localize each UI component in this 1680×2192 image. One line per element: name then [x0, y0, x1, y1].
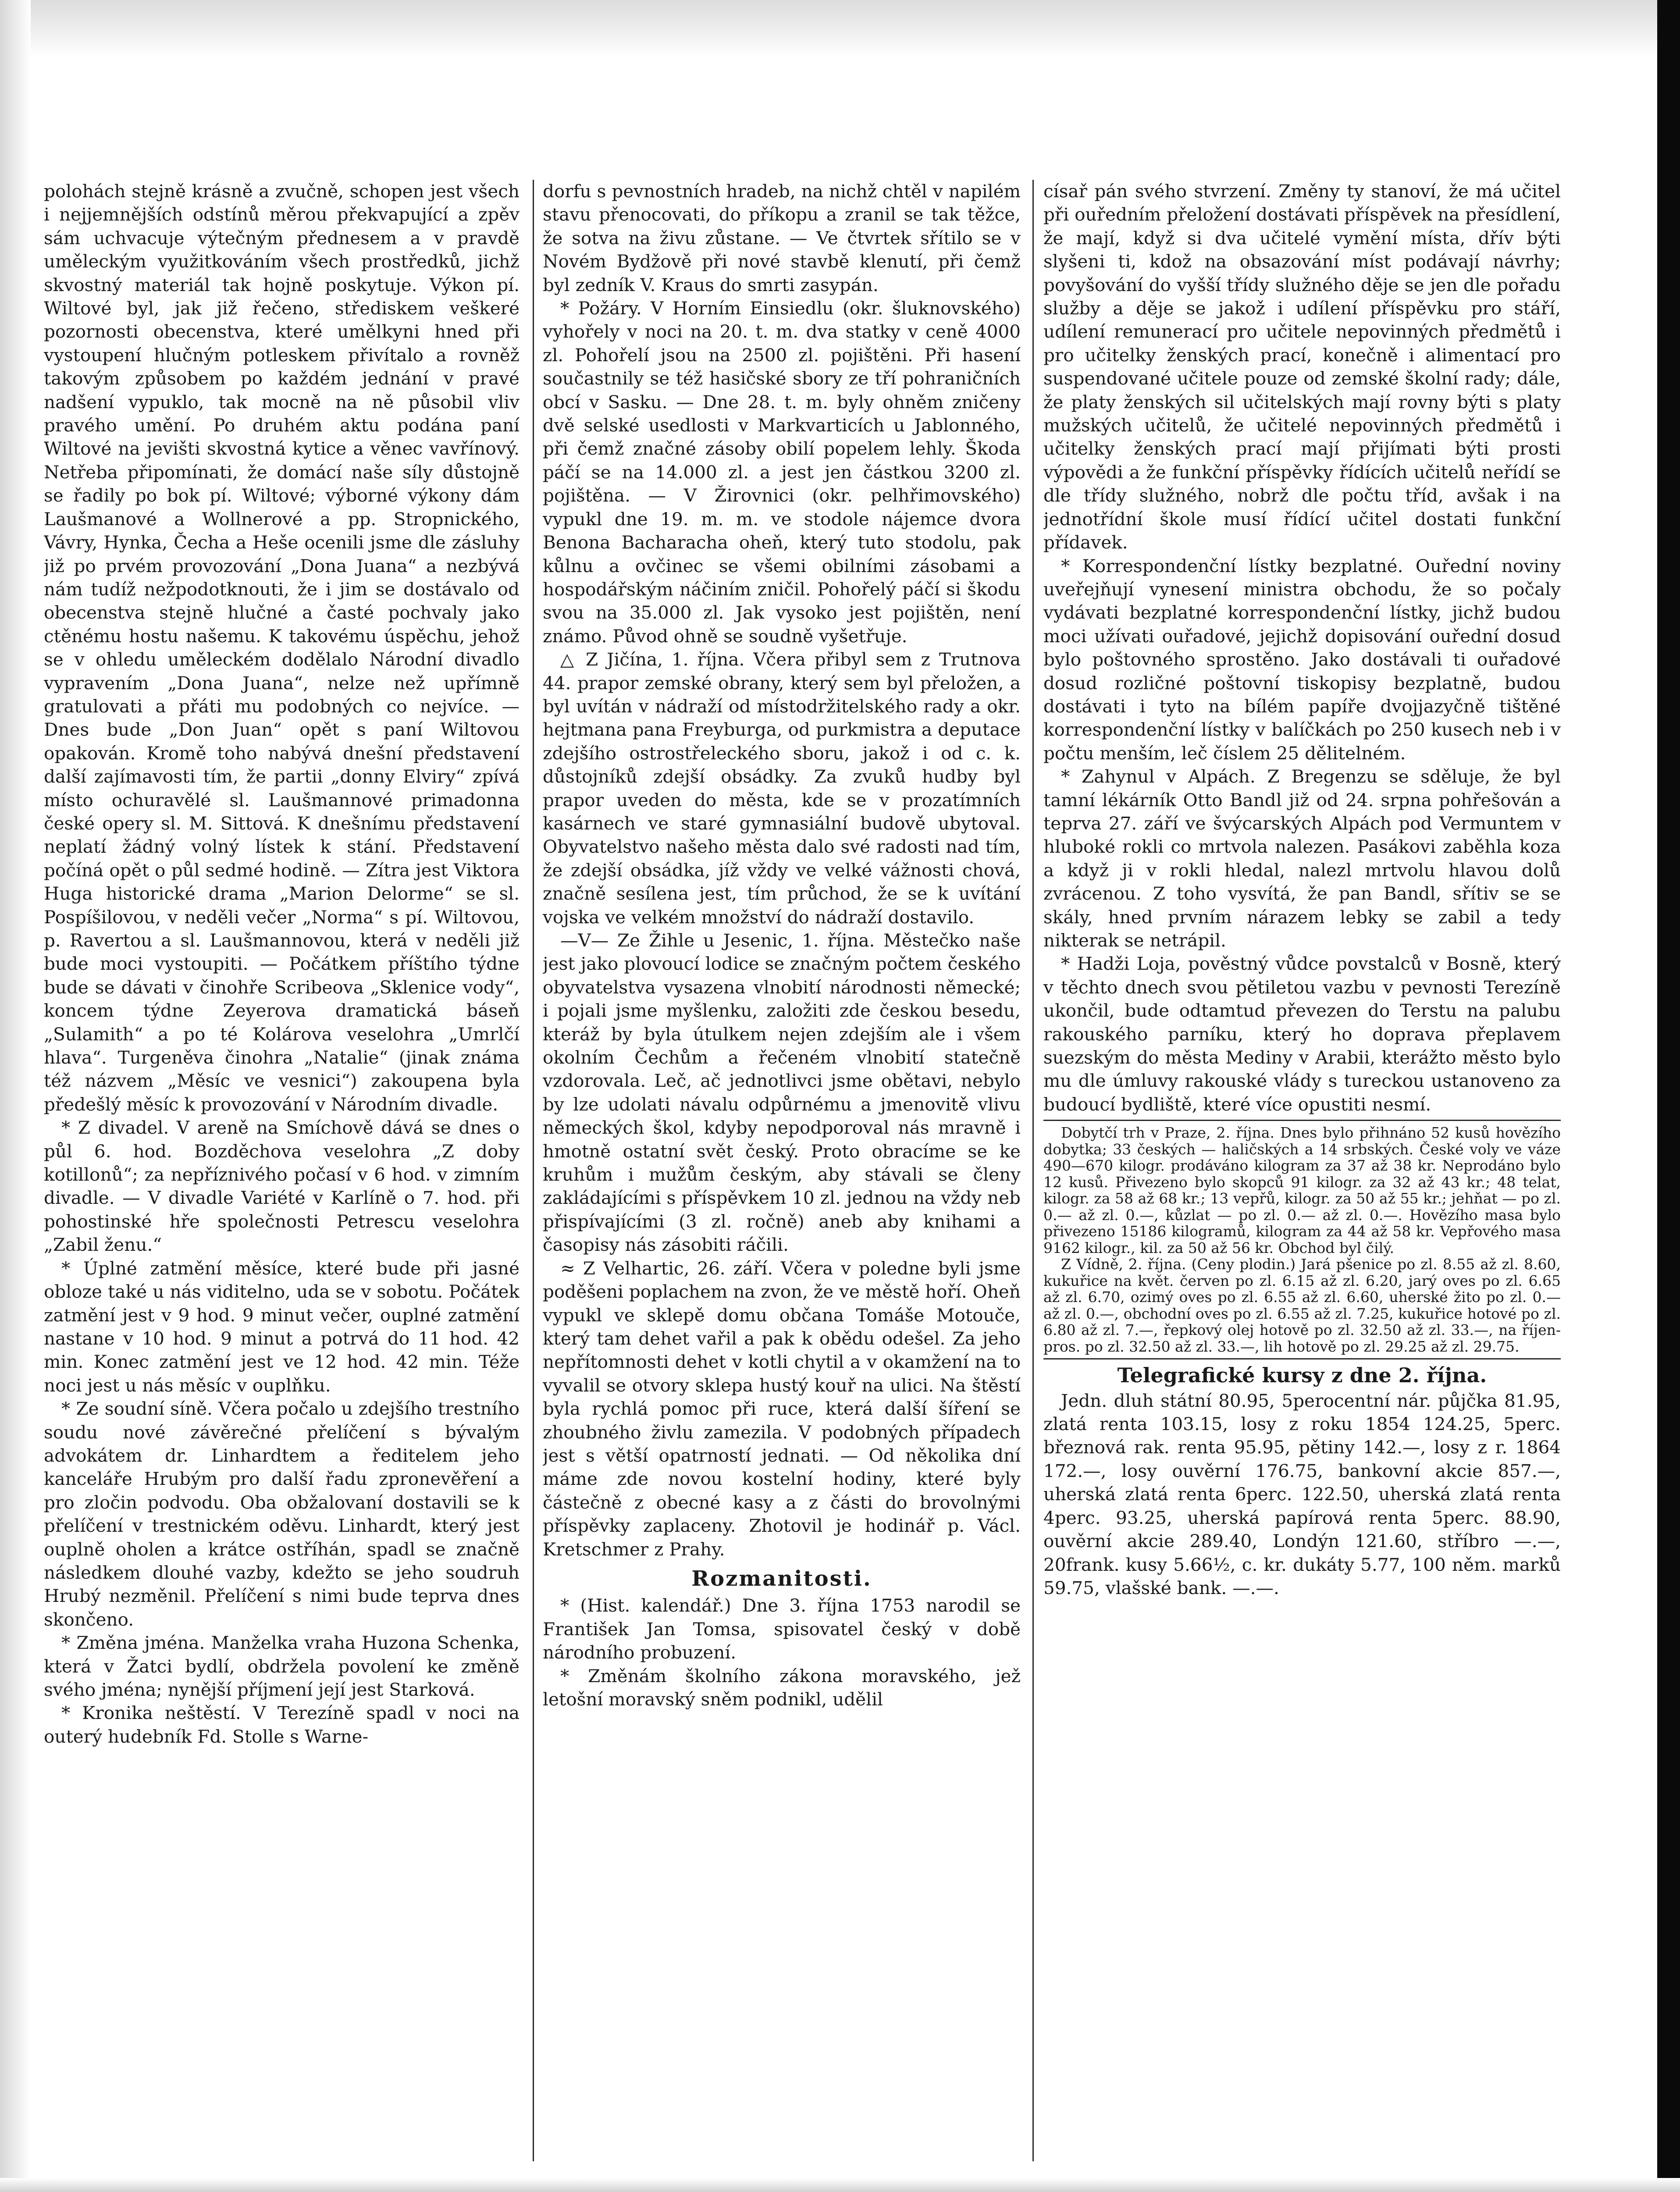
section-heading: Rozmanitosti. [691, 1566, 872, 1591]
scan-shadow-left [0, 0, 31, 2192]
paragraph: * Změna jména. Manželka vraha Huzona Schenka, která v Žatci bydlí, obdržela povolení ke změně svého jména; nynější příjmení její jest Starková. [44, 1632, 520, 1700]
section-heading: Telegrafické kursy z dne 2. října. [1117, 1363, 1487, 1388]
paragraph: * Hadži Loja, pověstný vůdce povstalců v Bosně, který v těchto dnech svou pětiletou vazbu v pevnosti Terezíně ukončil, bude odtamtud převezen do Terstu na palubu rakouského parníku, který ho doprava přeplavem suezským do města Mediny v Arabii, kterážto město bylo mu dle úmluvy rakouské vlády s tureckou ustanoveno za budoucí bydliště, které více opustiti nesmí. [1043, 953, 1561, 1115]
newspaper-page [44, 180, 1622, 2157]
paragraph: * Z divadel. V areně na Smíchově dává se dnes o půl 6. hod. Bozděchova veselohra „Z doby kotillonů“; za nepříznivého počasí v 6 hod. v zimním divadle. — V divadle Variété v Karlíně o 7. hod. při pohostinské hře společnosti Petrescu veselohra „Zabil ženu.“ [44, 1117, 520, 1256]
market-report: Dobytčí trh v Praze, 2. října. Dnes bylo přihnáno 52 kusů hovězího dobytka; 33 českých — haličských a 14 srbských. České voly ve váze 490—670 kilogr. prodáváno kilogram za 37 až 38 kr. Neprodáno bylo 12 kusů. Přivezeno bylo skopců 91 kilogr. za 32 až 43 kr.; 48 telat, kilogr. za 58 až 68 kr.; 13 vepřů, kilogr. za 50 až 55 kr.; jehňat — po zl. 0.— až zl. 0.—, kůzlat — po zl. 0.— až zl. 0.—. Hovězího masa bylo přivezeno 15186 kilogramů, kilogram za 44 až 58 kr. Vepřového masa 9162 kilogr., kil. za 50 až 56 kr. Obchod byl čilý. [1043, 1124, 1561, 1256]
paragraph: * Ze soudní síně. Včera počalo u zdejšího trestního soudu nové závěrečné přelíčení s bývalým advokátem dr. Linhardtem a ředitelem jeho kanceláře Hrubým pro další řadu zpronevěření a pro zločin podvodu. Oba obžalovaní dostavili se k přelíčení v trestnickém oděvu. Linhardt, který jest ouplně oholen a krátce ostříhán, spadl se značně následkem dlouhé vazby, kdežto se jeho soudruh Hrubý nezměnil. Přelíčení s nimi bude teprva dnes skončeno. [44, 1398, 520, 1630]
scan-edge-right [1657, 0, 1680, 2192]
paragraph: * Požáry. V Horním Einsiedlu (okr. šluknovského) vyhořely v noci na 20. t. m. dva statky v ceně 4000 zl. Pohořelí jsou na 2500 zl. pojištěni. Při hasení součastnily se též hasičské sbory ze tří pohraničních obcí v Sasku. — Dne 28. t. m. byly ohněm zničeny dvě selské usedlosti v Markvarticích u Jablonného, při čemž značné zásoby obilí popelem lehly. Škoda páčí se na 14.000 zl. a jest jen částkou 3200 zl. pojištěna. — V Žirovnici (okr. pelhřimovského) vypukl dne 19. m. m. ve stodole nájemce dvora Benona Bacharacha oheň, který tuto stodolu, pak kůlnu a ovčinec se všemi obilními zásobami a hospodářským náčiním zničil. Pohořelý páčí si škodu svou na 35.000 zl. Jak vysoko jest pojištěn, není známo. Původ ohně se soudně vyšetřuje. [543, 298, 1021, 647]
market-report: Z Vídně, 2. října. (Ceny plodin.) Jará pšenice po zl. 8.55 až zl. 8.60, kukuřice na květ. červen po zl. 6.15 až zl. 6.20, jarý oves po zl. 6.65 až zl. 6.70, ozimý oves po zl. 6.55 až zl. 6.60, uherské žito po zl. 0.— až zl. 0.—, obchodní oves po zl. 6.55 až zl. 7.25, kukuřice hotové po zl. 6.80 až zl. 7.—, řepkový olej hotově po zl. 32.50 až zl. 33.—, na říjen-pros. po zl. 32.50 až zl. 33.—, lih hotově po zl. 29.25 až zl. 29.75. [1043, 1256, 1561, 1355]
scan-edge-bottom [0, 2178, 1680, 2192]
paragraph: * Korrespondenční lístky bezplatné. Ouřední noviny uveřejňují vynesení ministra obchodu, že so počaly vydávati bezplatné korrespondenční lístky, jichž budou moci užívati ouřadové, jejichž dopisování ouřední dosud bylo poštovného sprostěno. Jako dostávali ti ouřadové dosud rozličné poštovní tiskopisy bezplatně, budou dostávati i tyto na bílém papíře dvojjazyčně tištěné korrespondenční lístky v balíčkách po 250 kusech neb i v počtu menším, leč číslem 25 dělitelném. [1043, 555, 1561, 764]
paragraph: —V— Ze Žihle u Jesenic, 1. října. Městečko naše jest jako plovoucí lodice se značným počtem českého obyvatelstva vysazena vlnobití národnosti německé; i pojali jsme myšlenku, založiti zde českou besedu, kteráž by byla útulkem nejen zdejším ale i všem okolním Čechům a řečeném vlnobití statečně vzdorovala. Leč, ač jednotlivci jsme obětavi, nebylo by lze udolati návalu odpůrnému a jmenovitě vlivu německých škol, kdyby nepodporoval nás mravně i hmotně ostatní svět český. Proto obracíme se ke kruhům i mužům českým, aby stávali se členy zakládajícími s příspěvkem 10 zl. jednou na vždy neb přispívajícími (3 zl. ročně) aneb aby knihami a časopisy nás zásobiti ráčili. [543, 930, 1021, 1256]
column-rule [533, 180, 534, 2161]
section-divider [1043, 1120, 1561, 1121]
paragraph: dorfu s pevnostních hradeb, na nichž chtěl v napilém stavu přenocovati, do příkopu a zranil se tak těžce, že sotva na živu zůstane. — Ve čtvrtek sřítilo se v Novém Bydžově při nové stavbě klenutí, při čemž byl zedník V. Kraus do smrti zasypán. [543, 181, 1021, 295]
section-divider [1043, 1358, 1561, 1359]
paragraph: * Změnám školního zákona moravského, jež letošní moravský sněm podnikl, udělil [543, 1665, 1021, 1710]
paragraph: * Zahynul v Alpách. Z Bregenzu se sděluje, že byl tamní lékárník Otto Bandl již od 24. srpna pohřešován a teprva 27. září ve švýcarských Alpách pod Vermuntem v hluboké rokli co mrtvola nalezen. Pasákovi zaběhla koza a když ji v rokli hledal, nalezl mrtvolu hlavou dolů zvrácenou. Z toho vysvítá, že pan Bandl, sřítiv se se skály, hned prvním nárazem lebky se zabil a tedy nikterak se netrápil. [1043, 766, 1561, 951]
paragraph: * Úplné zatmění měsíce, které bude při jasné obloze také u nás viditelno, uda se v sobotu. Počátek zatmění jest v 9 hod. 9 minut večer, ouplné zatmění nastane v 10 hod. 9 minut a potrvá do 11 hod. 42 min. Konec zatmění jest ve 12 hod. 42 min. Téže noci jest u nás měsíc v ouplňku. [44, 1257, 520, 1396]
paragraph: ≈ Z Velhartic, 26. září. Včera v poledne byli jsme poděšeni poplachem na zvon, že ve městě hoří. Oheň vypukl ve sklepě domu občana Tomáše Motouče, který tam dehet vařil a pak k obědu odešel. Za jeho nepřítomnosti dehet v kotli chytil a v okamžení na to vyvalil se otvory sklepa hustý kouř na ulici. Na štěstí byla rychlá pomoc při ruce, která další šíření se zhoubného živlu zamezila. V podobných případech jest s větší opatrností jednati. — Od několika dní máme zde novou kostelní hodiny, které byly částečně z obecné kasy a z části do brovolnými příspěvky zaplaceny. Zhotovil je hodinář p. Václ. Kretschmer z Prahy. [543, 1257, 1021, 1560]
column-2 [543, 180, 1021, 2153]
paragraph: polohách stejně krásně a zvučně, schopen jest všech i nejjemnějších odstínů měrou překvapující a zpěv sám uchvacuje výtečným přednesem a v pravdě uměleckým využitkováním všech prostředků, jichž skvostný materiál tak hojně poskytuje. Výkon pí. Wiltové byl, jak již řečeno, střediskem veškeré pozornosti obecenstva, které umělkyni hned při vystoupení hlučným potleskem přivítalo a rovněž takovým způsobem po každém jednání v pravé nadšení vypuklo, tak mocně na ně působil vliv pravého umění. Po druhém aktu podána paní Wiltové na jevišti skvostná kytice a věnec vavřínový. Netřeba připomínati, že domácí naše síly důstojně se řadily po bok pí. Wiltové; výborné výkony dám Laušmanové a Wollnerové a pp. Stropnického, Vávry, Hynka, Čecha a Heše ocenili jsme dle zásluhy již po prvém provozování „Dona Juana“ a nezbývá nám tudíž nežpodotknouti, že i jim se dostávalo od obecenstva stejně hlučné a časté pochvaly jako ctěnému hostu našemu. K takovému úspěchu, jehož se v ohledu uměleckém dodělalo Národní divadlo vypravením „Dona Juana“, nelze než upřímně gratulovati a přáti mu podobných co nejvíce. — Dnes bude „Don Juan“ opět s paní Wiltovou opakován. Kromě toho nabývá dnešní představení další zajímavosti tím, že partii „donny Elviry“ zpívá místo ochuravělé sl. Laušmannové primadonna české opery sl. M. Sittová. K dnešnímu představení neplatí žádný volný lístek k stání. Představení počíná opět o půl sedmé hodině. — Zítra jest Viktora Huga historické drama „Marion Delorme“ se sl. Pospíšilovou, v neděli večer „Norma“ s pí. Wiltovou, p. Ravertou a sl. Laušmannovou, která v neděli již bude moci vystoupiti. — Počátkem příštího týdne bude se dávati v činohře Scribeova „Sklenice vody“, koncem týdne Zeyerova dramatická báseň „Sulamith“ a po té Kolárova veselohra „Umrlčí hlava“. Turgeněva činohra „Natalie“ (jinak známa též názvem „Měsíc ve vesnici“) zakoupena byla předešlý měsíc k provozování v Národním divadle. [44, 181, 520, 1115]
paragraph: * (Hist. kalendář.) Dne 3. října 1753 narodil se František Jan Tomsa, spisovatel český v době národního probuzení. [543, 1595, 1021, 1663]
paragraph: △ Z Jičína, 1. října. Včera přibyl sem z Trutnova 44. prapor zemské obrany, který sem byl přeložen, a byl uvítán v nádraží od místodržitelského rady a okr. hejtmana pana Freyburga, od purkmistra a deputace zdejšího ostrostřeleckého sboru, jakož i od c. k. důstojníků zdejší obsádky. Za zvuků hudby byl prapor uveden do města, kde se v prozatímních kasárnech ve staré gymnasiální budově ubytoval. Obyvatelstvo našeho města dalo své radosti nad tím, že zdejší obsádka, jíž vždy ve velké vážnosti chová, značně sesílena jest, tím průchod, že se k uvítání vojska ve velkém množství do nádraží dostavilo. [543, 649, 1021, 928]
exchange-rates: Jedn. dluh státní 80.95, 5perocentní nár. půjčka 81.95, zlatá renta 103.15, losy z roku 1854 124.25, 5perc. březnová rak. renta 95.95, pětiny 142.—, losy z r. 1864 172.—, losy ouvěrní 176.75, bankovní akcie 857.—, uherská zlatá renta 6perc. 122.50, uherská zlatá renta 4perc. 93.25, uherská papírová renta 5perc. 88.90, ouvěrní akcie 289.40, Londýn 121.60, stříbro —.—, 20frank. kusy 5.66½, c. kr. dukáty 5.77, 100 něm. marků 59.75, vlašské bank. —.—. [1043, 1390, 1561, 1598]
column-3 [1043, 180, 1561, 2153]
scan-shadow-top [0, 0, 1680, 57]
column-rule [1032, 180, 1034, 2161]
paragraph: * Kronika neštěstí. V Terezíně spadl v noci na outerý hudebník Fd. Stolle s Warne- [44, 1702, 520, 1747]
column-1 [44, 180, 520, 2153]
paragraph: císař pán svého stvrzení. Změny ty stanoví, že má učitel při ouředním přeložení dostávati příspěvek na přesídlení, že mají, když si dva učitelé vymění místa, dřív býti slyšeni ti, kdož na obsazování míst podávají návrhy; povyšování do vyšší třídy služného děje se jen dle pořadu služby a děje se jakož i udílení příspěvku pro stáří, udílení remunerací pro učitele nepovinných předmětů i pro učitelky ženských prací, konečně i alimentací pro suspendované učitele pouze od zemské školní rady; dále, že platy ženských sil učitelských mají rovny býti s platy mužských učitelů, že učitelé nepovinných předmětů i učitelky ženských prací mají přijímati býti prosti výpovědi a že funkční příspěvky řídících učitelů neřídí se dle třídy služného, nobrž dle počtu tříd, avšak i na jednotřídní škole musí řídící učitel dostati funkční přídavek. [1043, 181, 1561, 553]
